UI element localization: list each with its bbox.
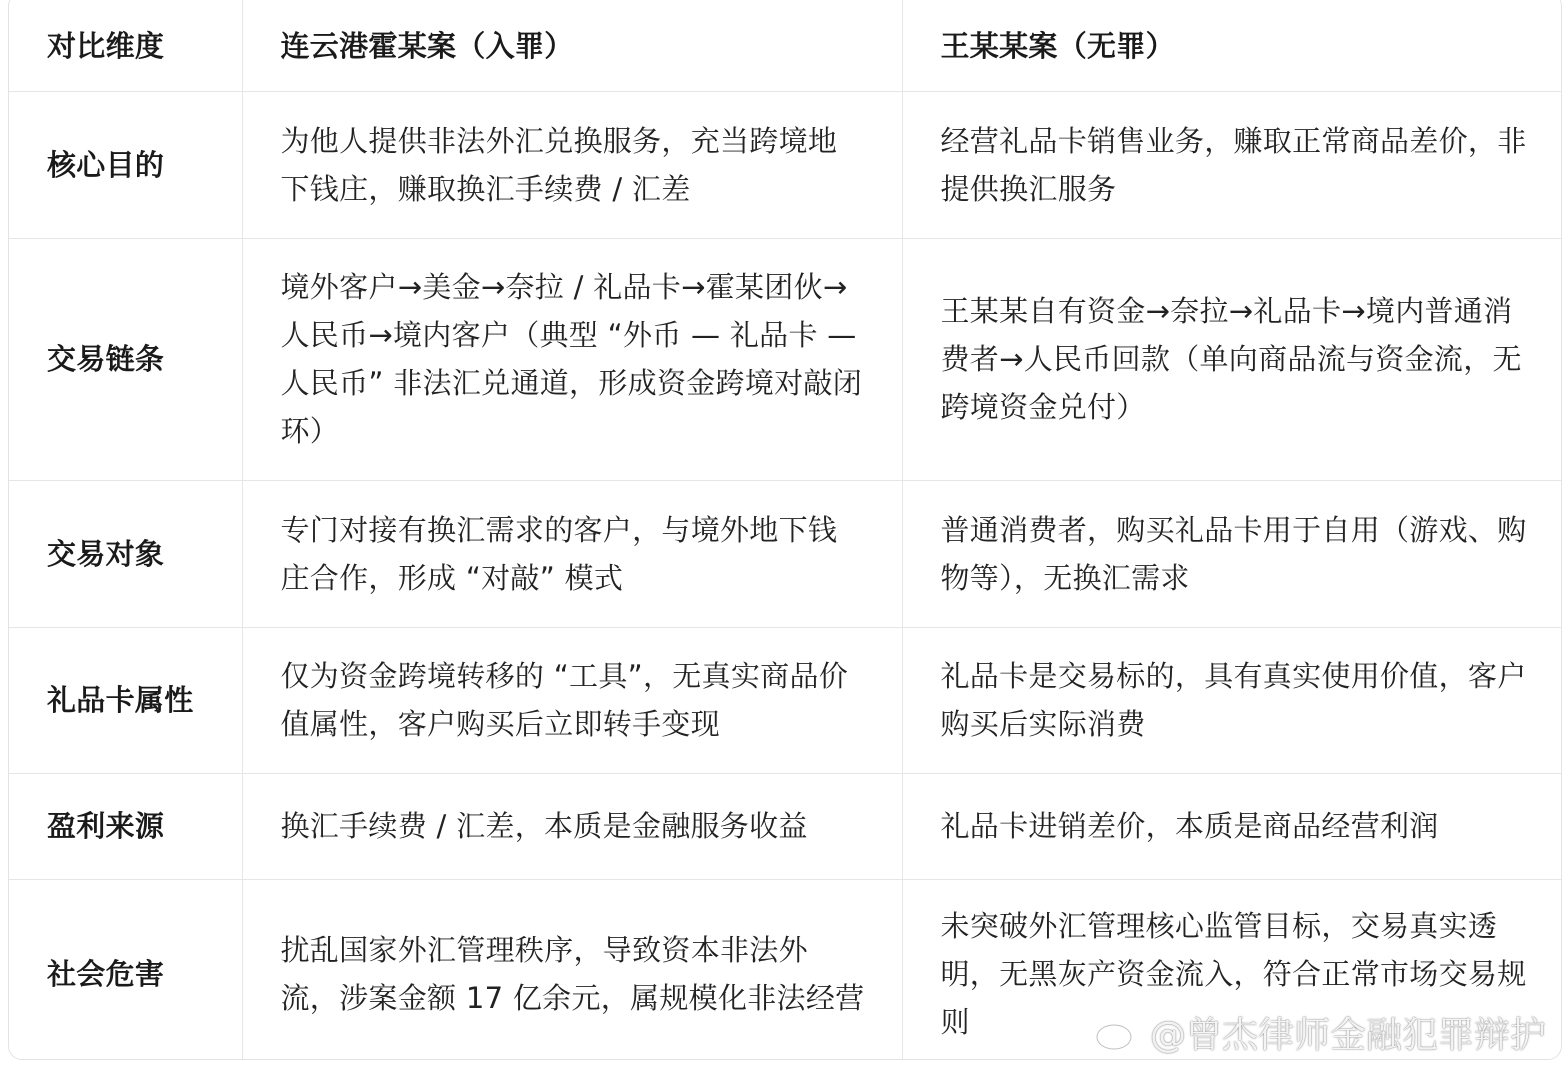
row-dimension: 核心目的 <box>9 91 242 238</box>
row-dimension: 社会危害 <box>9 879 242 1060</box>
row-case-b: 经营礼品卡销售业务，赚取正常商品差价，非提供换汇服务 <box>902 91 1562 238</box>
row-dimension: 交易对象 <box>9 480 242 627</box>
row-case-b: 礼品卡是交易标的，具有真实使用价值，客户购买后实际消费 <box>902 627 1562 773</box>
row-case-b: 礼品卡进销差价，本质是商品经营利润 <box>902 773 1562 879</box>
row-dimension: 盈利来源 <box>9 773 242 879</box>
row-dimension: 交易链条 <box>9 238 242 480</box>
table-row <box>9 480 1562 627</box>
row-case-a: 扰乱国家外汇管理秩序，导致资本非法外流，涉案金额 17 亿余元，属规模化非法经营 <box>242 879 902 1060</box>
row-dimension: 礼品卡属性 <box>9 627 242 773</box>
header-case-b: 王某某案（无罪） <box>902 0 1562 91</box>
table-row <box>9 627 1562 773</box>
row-case-a: 境外客户→美金→奈拉 / 礼品卡→霍某团伙→人民币→境内客户（典型 “外币 — 礼品卡 — 人民币” 非法汇兑通道，形成资金跨境对敲闭环） <box>242 238 902 480</box>
row-case-b: 王某某自有资金→奈拉→礼品卡→境内普通消费者→人民币回款（单向商品流与资金流，无跨境资金兑付） <box>902 238 1562 480</box>
comparison-table-container <box>8 0 1562 1060</box>
row-case-a: 换汇手续费 / 汇差，本质是金融服务收益 <box>242 773 902 879</box>
table-row <box>9 91 1562 238</box>
header-dimension: 对比维度 <box>9 0 242 91</box>
table-row <box>9 238 1562 480</box>
watermark <box>1094 1007 1546 1058</box>
watermark-text: @曾杰律师金融犯罪辩护 <box>1149 1015 1546 1056</box>
table-row <box>9 773 1562 879</box>
row-case-a: 为他人提供非法外汇兑换服务，充当跨境地下钱庄，赚取换汇手续费 / 汇差 <box>242 91 902 238</box>
row-case-b: 未突破外汇管理核心监管目标，交易真实透明，无黑灰产资金流入，符合正常市场交易规则 <box>940 909 1527 1040</box>
header-row <box>9 0 1562 91</box>
comparison-table <box>9 0 1562 1060</box>
row-case-b: 普通消费者，购买礼品卡用于自用（游戏、购物等），无换汇需求 <box>902 480 1562 627</box>
weibo-icon <box>1094 1013 1142 1053</box>
row-case-a: 仅为资金跨境转移的 “工具”，无真实商品价值属性，客户购买后立即转手变现 <box>242 627 902 773</box>
header-case-a: 连云港霍某案（入罪） <box>242 0 902 91</box>
row-case-a: 专门对接有换汇需求的客户，与境外地下钱庄合作，形成 “对敲” 模式 <box>242 480 902 627</box>
